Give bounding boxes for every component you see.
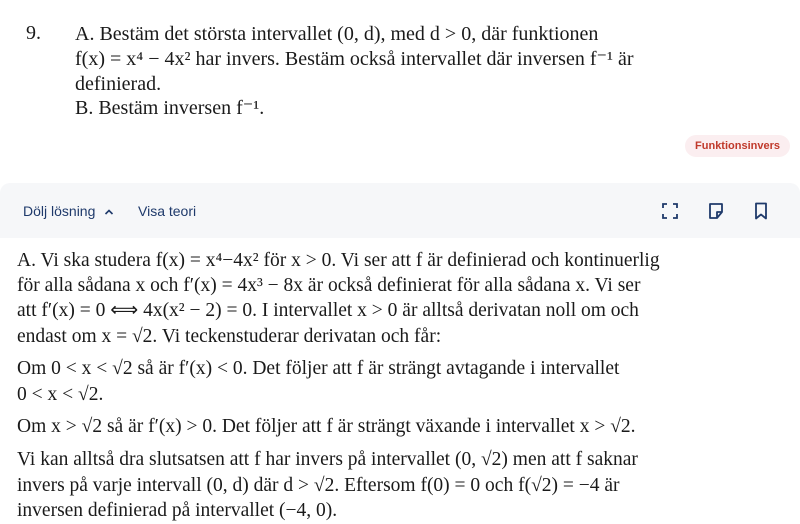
hide-solution-label: Dölj lösning xyxy=(23,203,96,219)
solution-line-10: inversen definierad på intervallet (−4, 0). xyxy=(17,500,338,521)
problem-line-3: definierad. xyxy=(75,73,162,95)
solution-body xyxy=(0,238,800,524)
problem-line-2: f(x) = x⁴ − 4x² har invers. Bestäm också intervallet där inversen f⁻¹ är xyxy=(75,48,634,70)
topic-tag[interactable]: Funktionsinvers xyxy=(685,135,790,157)
solution-line-3: att f′(x) = 0 ⟺ 4x(x² − 2) = 0. I intervallet x > 0 är alltså derivatan noll om och xyxy=(17,300,639,321)
fullscreen-icon[interactable] xyxy=(660,201,680,221)
solution-line-1: A. Vi ska studera f(x) = x⁴−4x² för x > 0. Vi ser att f är definierad och kontinuerlig xyxy=(17,250,660,271)
bookmark-icon[interactable] xyxy=(751,201,771,221)
solution-line-5: Om 0 < x < √2 så är f′(x) < 0. Det följer att f är strängt avtagande i intervallet xyxy=(17,358,620,379)
solution-line-8: Vi kan alltså dra slutsatsen att f har invers på intervallet (0, √2) men att f saknar xyxy=(17,449,638,470)
solution-line-7: Om x > √2 så är f′(x) > 0. Det följer att f är strängt växande i intervallet x > √2. xyxy=(17,416,636,437)
solution-line-2: för alla sådana x och f′(x) = 4x³ − 8x är också definierat för alla sådana x. Vi ser xyxy=(17,275,641,296)
problem-card xyxy=(0,0,800,182)
problem-number: 9. xyxy=(26,22,41,44)
solution-line-6: 0 < x < √2. xyxy=(17,384,104,405)
chevron-up-icon xyxy=(104,208,114,216)
problem-line-4: B. Bestäm inversen f⁻¹. xyxy=(75,97,265,119)
solution-line-4: endast om x = √2. Vi teckenstuderar derivatan och får: xyxy=(17,326,442,347)
show-theory-button[interactable]: Visa teori xyxy=(138,203,197,219)
hide-solution-button[interactable] xyxy=(23,203,114,219)
solution-line-9: invers på varje intervall (0, d) där d > √2. Eftersom f(0) = 0 och f(√2) = −4 är xyxy=(17,475,620,496)
problem-line-1: A. Bestäm det största intervallet (0, d), med d > 0, där funktionen xyxy=(75,23,599,45)
solution-toolbar xyxy=(0,183,800,238)
note-icon[interactable] xyxy=(706,201,726,221)
